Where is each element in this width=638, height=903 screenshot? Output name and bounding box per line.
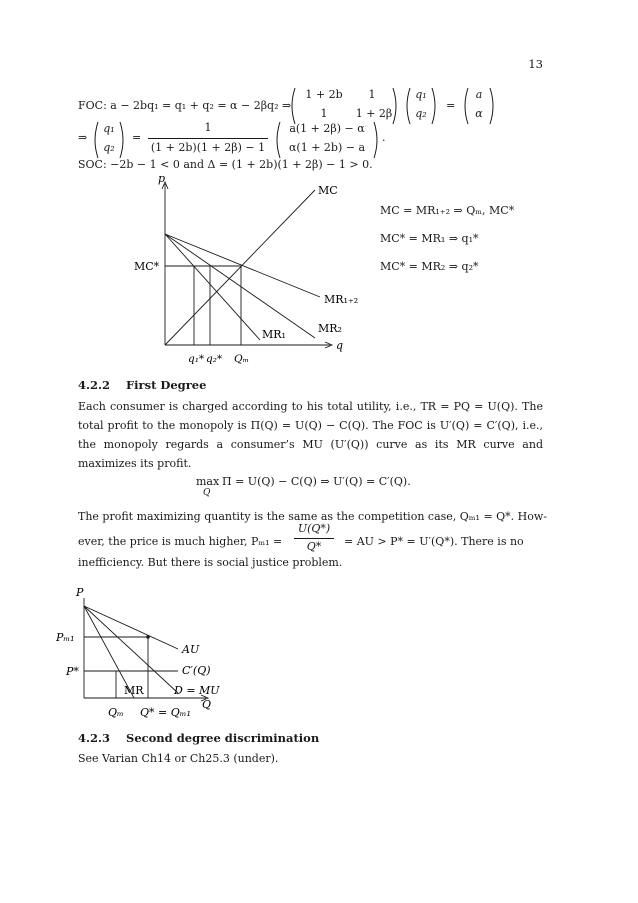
max-subscript: Q [203,488,211,498]
solution-equals: = [132,131,142,144]
fig1-qm-label: Qₘ [234,353,250,365]
fig1-mcstar-label: MC* [134,260,160,273]
section-422-heading [78,378,206,392]
fig1-mr2-label: MR₂ [318,322,342,335]
fig1-mc-line [165,190,315,345]
section-423-title: Second degree discrimination [126,731,320,745]
sol-q2: q₂ [103,141,115,154]
fig1-q2star-label: q₂* [206,353,223,365]
fig2-x-label: Q [202,698,212,711]
rhs-alpha: α [475,107,483,120]
fig1-note-2: MC* = MR₁ ⇒ q₁* [380,232,479,245]
fig1-mr1-label: MR₁ [262,328,286,341]
fig2-point-pm1 [146,635,150,639]
fig1-note-1: MC = MR₁₊₂ ⇒ Qₘ, MC* [380,204,515,217]
fig2-demand-line [84,606,178,693]
matrix-r2c2: 1 + 2β [355,107,393,120]
solution-fraction-bar [148,138,268,139]
para2-line2b: = AU > P* = U′(Q*). There is no [344,535,524,548]
fig2-qm-label: Qₘ [108,706,124,719]
para2-line1: The profit maximizing quantity is the same as the competition case, Qₘ₁ = Q*. How- [78,510,548,523]
solution-arrow: ⇒ [78,131,88,144]
foc-lead: FOC: a − 2bq₁ = q₁ + q₂ = α − 2βq₂ ⇒ [78,99,292,112]
solution-v1: a(1 + 2β) − α [289,122,365,135]
fig1-mc-label: MC [318,184,338,197]
vec-q1: q₁ [415,88,427,101]
fig2-pstar-label: P* [66,665,79,678]
para2-line3: inefficiency. But there is social justice problem. [78,556,343,569]
para2-fraction-bar [294,538,334,539]
solution-period: . [382,131,386,144]
solution-v2: α(1 + 2b) − a [288,141,366,154]
section-422-title: First Degree [126,378,207,392]
fig2-cprime-label: C′(Q) [182,664,211,677]
paragraph-first-degree: Each consumer is charged according to his total utility, i.e., TR = PQ = U(Q). The total profit to the monopoly is Π(Q) = U(Q) − C(Q). The FOC is U′(Q) = C′(Q), i.e., the monopoly regards a consumer’s MU (U′(Q)) curve as its MR curve and maximizes its profit. [78,400,543,470]
fig2-demand-label: D = MU [174,684,220,697]
fig1-q1star-label: q₁* [188,353,205,365]
fig2-mr-label: MR [124,684,144,697]
sol-q1: q₁ [103,122,115,135]
foc-equals: = [446,99,456,112]
fig2-y-label: P [76,586,84,599]
rhs-a: a [475,88,483,101]
para2-frac-num: U(Q*) [297,522,331,535]
fig2-au-label: AU [182,643,200,656]
matrix-r2c1: 1 [320,107,328,120]
solution-denominator: (1 + 2b)(1 + 2β) − 1 [150,141,266,154]
max-operator: max [196,475,220,488]
solution-numerator: 1 [204,121,212,134]
figure2 [56,586,306,721]
section-422-number: 4.2.2 [78,378,111,392]
matrix-r1c1: 1 + 2b [305,88,343,101]
fig1-y-label: p [158,172,166,185]
fig1-note-3: MC* = MR₂ ⇒ q₂* [380,260,479,273]
max-equation: Π = U(Q) − C(Q) ⇒ U′(Q) = C′(Q). [222,475,411,488]
matrix-r1c2: 1 [368,88,376,101]
fig2-pm1-label: Pₘ₁ [56,631,75,644]
paragraph-second-degree: See Varian Ch14 or Ch25.3 (under). [78,752,279,765]
fig2-qstar-label: Q* = Qₘ₁ [140,706,191,719]
fig1-mr12-label: MR₁₊₂ [324,293,359,306]
section-423-number: 4.2.3 [78,731,111,745]
soc-line: SOC: −2b − 1 < 0 and Δ = (1 + 2b)(1 + 2β) − 1 > 0. [78,158,373,171]
vec-q2: q₂ [415,107,427,120]
page-number: 13 [528,57,543,71]
fig2-au-line [84,606,178,649]
fig1-x-label: q [336,339,344,352]
section-423-heading [78,731,319,745]
fig1-mr1-line [165,234,260,340]
para2-line2a: ever, the price is much higher, Pₘ₁ = [78,535,283,548]
para2-frac-den: Q* [306,540,322,553]
